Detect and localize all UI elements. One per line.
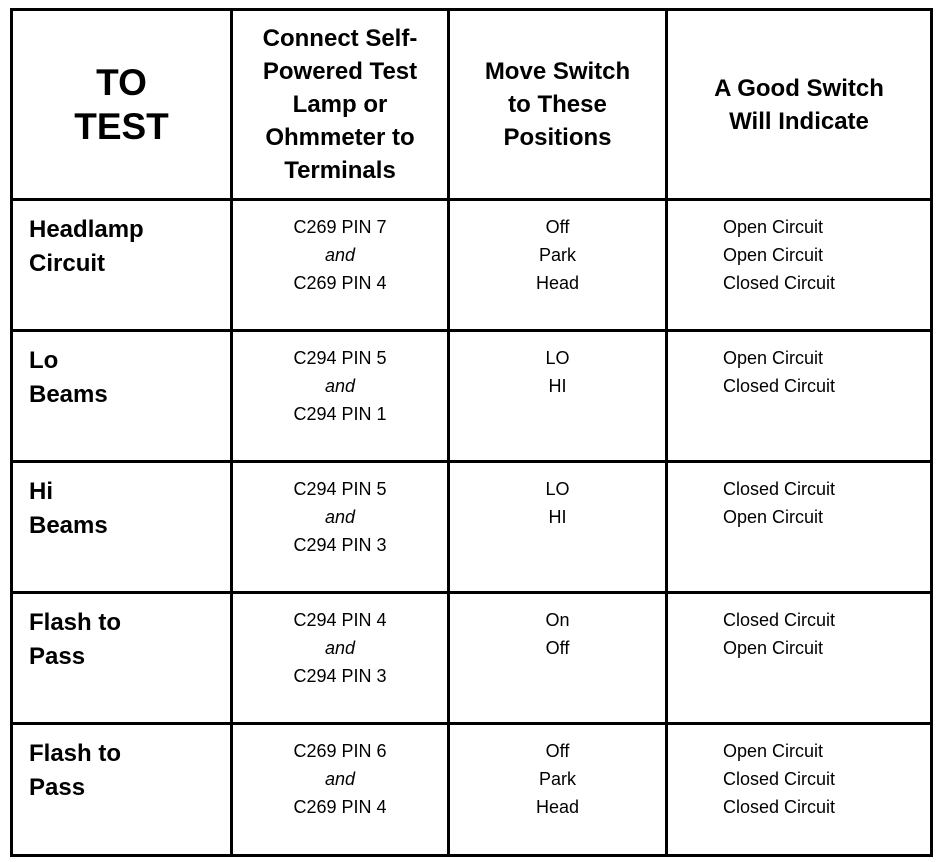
header-line: Terminals (284, 157, 396, 184)
header-line: Powered Test (262, 58, 418, 85)
switch-positions (449, 593, 667, 724)
position: HI (548, 376, 567, 396)
switch-positions (449, 200, 667, 331)
result: Closed Circuit (723, 797, 836, 817)
expected-results (667, 462, 932, 593)
and-label: and (324, 769, 356, 789)
expected-results (667, 593, 932, 724)
result: Closed Circuit (723, 479, 836, 499)
test-name-line: Hi (29, 478, 53, 505)
terminal-b: C294 PIN 3 (293, 666, 387, 686)
position: LO (545, 348, 570, 368)
position: Park (538, 245, 576, 265)
terminal-a: C294 PIN 5 (293, 348, 387, 368)
terminal-b: C269 PIN 4 (293, 797, 387, 817)
test-name-line: Lo (29, 347, 59, 374)
position: On (545, 610, 570, 630)
header-line: TEST (74, 105, 169, 147)
position: Park (538, 769, 576, 789)
terminal-a: C294 PIN 5 (293, 479, 387, 499)
table-row (12, 593, 932, 724)
header-line: TO (96, 61, 147, 103)
test-name-line: Circuit (29, 250, 106, 277)
test-name-line: Beams (29, 512, 108, 539)
header-line: Positions (503, 124, 612, 151)
position: Head (535, 273, 580, 293)
terminal-b: C269 PIN 4 (293, 273, 387, 293)
result: Closed Circuit (723, 610, 836, 630)
and-label: and (324, 245, 356, 265)
table-row (12, 331, 932, 462)
terminal-b: C294 PIN 3 (293, 535, 387, 555)
header-row (12, 10, 932, 200)
terminals (232, 462, 449, 593)
table-row (12, 462, 932, 593)
position: Head (535, 797, 580, 817)
test-name (12, 724, 232, 856)
result: Closed Circuit (723, 376, 836, 396)
header-line: A Good Switch (714, 74, 884, 102)
and-label: and (324, 376, 356, 396)
result: Open Circuit (723, 245, 824, 265)
table-row (12, 724, 932, 856)
header-line: Will Indicate (729, 107, 869, 135)
header-line: Connect Self- (262, 25, 418, 52)
result: Open Circuit (723, 348, 824, 368)
expected-results (667, 200, 932, 331)
result: Open Circuit (723, 638, 824, 658)
terminals (232, 331, 449, 462)
header-connect (232, 10, 449, 200)
terminal-a: C269 PIN 6 (293, 741, 387, 761)
header-line: Move Switch (484, 58, 631, 85)
result: Closed Circuit (723, 273, 836, 293)
table-row (12, 200, 932, 331)
position: LO (545, 479, 570, 499)
terminals (232, 200, 449, 331)
switch-positions (449, 724, 667, 856)
position: HI (548, 507, 567, 527)
test-name-line: Beams (29, 381, 108, 408)
switch-positions (449, 462, 667, 593)
expected-results (667, 331, 932, 462)
header-line: to These (508, 91, 607, 118)
result: Open Circuit (723, 741, 824, 761)
header-line: Lamp or (292, 91, 388, 118)
expected-results (667, 724, 932, 856)
and-label: and (324, 507, 356, 527)
test-name-line: Flash to (29, 609, 122, 636)
test-name (12, 331, 232, 462)
result: Open Circuit (723, 507, 824, 527)
test-name-line: Pass (29, 774, 86, 801)
header-line: Ohmmeter to (265, 124, 415, 151)
header-move-switch (449, 10, 667, 200)
terminals (232, 593, 449, 724)
test-name-line: Headlamp (29, 216, 144, 243)
position: Off (545, 217, 570, 237)
terminal-b: C294 PIN 1 (293, 404, 387, 424)
header-good-switch (667, 10, 932, 200)
position: Off (545, 638, 570, 658)
header-to-test (12, 10, 232, 200)
test-name (12, 200, 232, 331)
test-name-line: Flash to (29, 740, 122, 767)
terminal-a: C294 PIN 4 (293, 610, 387, 630)
result: Closed Circuit (723, 769, 836, 789)
position: Off (545, 741, 570, 761)
result: Open Circuit (723, 217, 824, 237)
test-name-line: Pass (29, 643, 86, 670)
terminals (232, 724, 449, 856)
and-label: and (324, 638, 356, 658)
switch-test-table (10, 8, 933, 857)
test-name (12, 462, 232, 593)
switch-positions (449, 331, 667, 462)
test-name (12, 593, 232, 724)
terminal-a: C269 PIN 7 (293, 217, 387, 237)
